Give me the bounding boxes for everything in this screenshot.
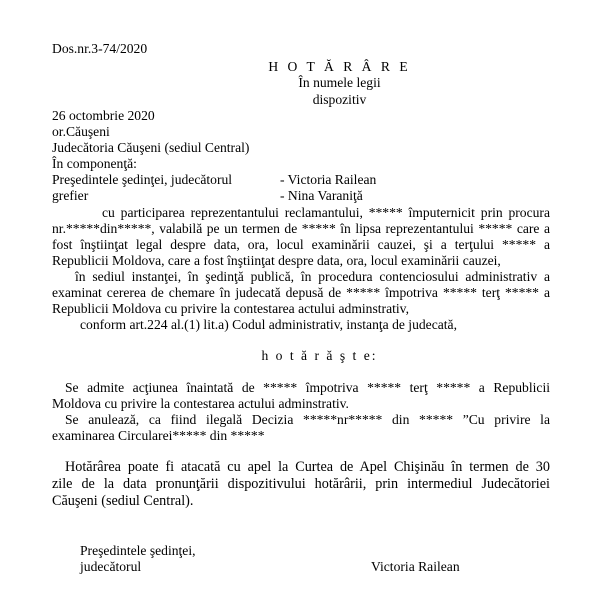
signature-name: Victoria Railean: [371, 559, 460, 574]
court-name: Judecătoria Căuşeni (sediul Central): [52, 140, 250, 155]
body-line-4: Republicii Moldova, care a fost înştiinţat despre data, ora, locul examinării cauzei,: [52, 253, 501, 268]
appeal-line-1: Hotărârea poate fi atacată cu apel la Curtea de Apel Chişinău în termen de 30: [65, 459, 550, 475]
decision-line-3: Se anulează, ca fiind ilegală Decizia *****nr***** din ***** ”Cu privire la: [65, 412, 550, 427]
body-line-2: nr.*****din*****, valabilă pe un termen de ***** în lipsa reprezentantului ***** care a: [52, 221, 550, 236]
decision-date: 26 octombrie 2020: [52, 108, 155, 123]
composition-label: În componenţă:: [52, 156, 137, 171]
decision-line-4: examinarea Circularei***** din *****: [52, 428, 265, 443]
appeal-line-3: Căuşeni (sediul Central).: [52, 493, 194, 509]
body-line-3: fost înştiinţat legal despre data, ora, locul examinării cauzei, şi a terţului ***** a: [52, 237, 550, 252]
clerk-label: grefier: [52, 188, 89, 203]
president-name: - Victoria Railean: [280, 172, 377, 187]
appeal-line-2: zile de la data pronunţării dispozitivului hotărârii, prin intermediul Judecătoriei: [52, 476, 550, 492]
document-subtitle-dispositive: dispozitiv: [312, 92, 367, 107]
case-number: Dos.nr.3-74/2020: [52, 41, 148, 56]
decides-heading: h o t ă r ă ş t e:: [261, 348, 378, 363]
decision-line-1: Se admite acţiunea înaintată de ***** împotriva ***** terţ ***** a Republicii: [65, 380, 550, 395]
document-title: H O T Ă R Â R E: [268, 59, 411, 74]
clerk-name: - Nina Varaniţă: [280, 188, 363, 203]
body-line-6: examinat cererea de chemare în judecată depusă de ***** împotriva ***** terţ ***** a: [52, 285, 550, 300]
body-line-8: conform art.224 al.(1) lit.a) Codul administrativ, instanţa de judecată,: [80, 317, 457, 332]
document-subtitle-law: În numele legii: [298, 75, 381, 90]
body-line-7: Republicii Moldova cu privire la contestarea actului adminstrativ,: [52, 301, 409, 316]
signature-label-president: Preşedintele şedinţei,: [80, 543, 196, 558]
decision-city: or.Căuşeni: [52, 124, 110, 139]
president-label: Preşedintele şedinţei, judecătorul: [52, 172, 233, 187]
decision-line-2: Moldova cu privire la contestarea actului adminstrativ.: [52, 396, 349, 411]
body-line-5: în sediul instanţei, în şedinţă publică, în procedura contenciosului administrativ a: [75, 269, 550, 284]
signature-label-judge: judecătorul: [80, 559, 142, 574]
body-line-1: cu participarea reprezentantului reclamantului, ***** împuternicit prin procura: [102, 205, 550, 220]
